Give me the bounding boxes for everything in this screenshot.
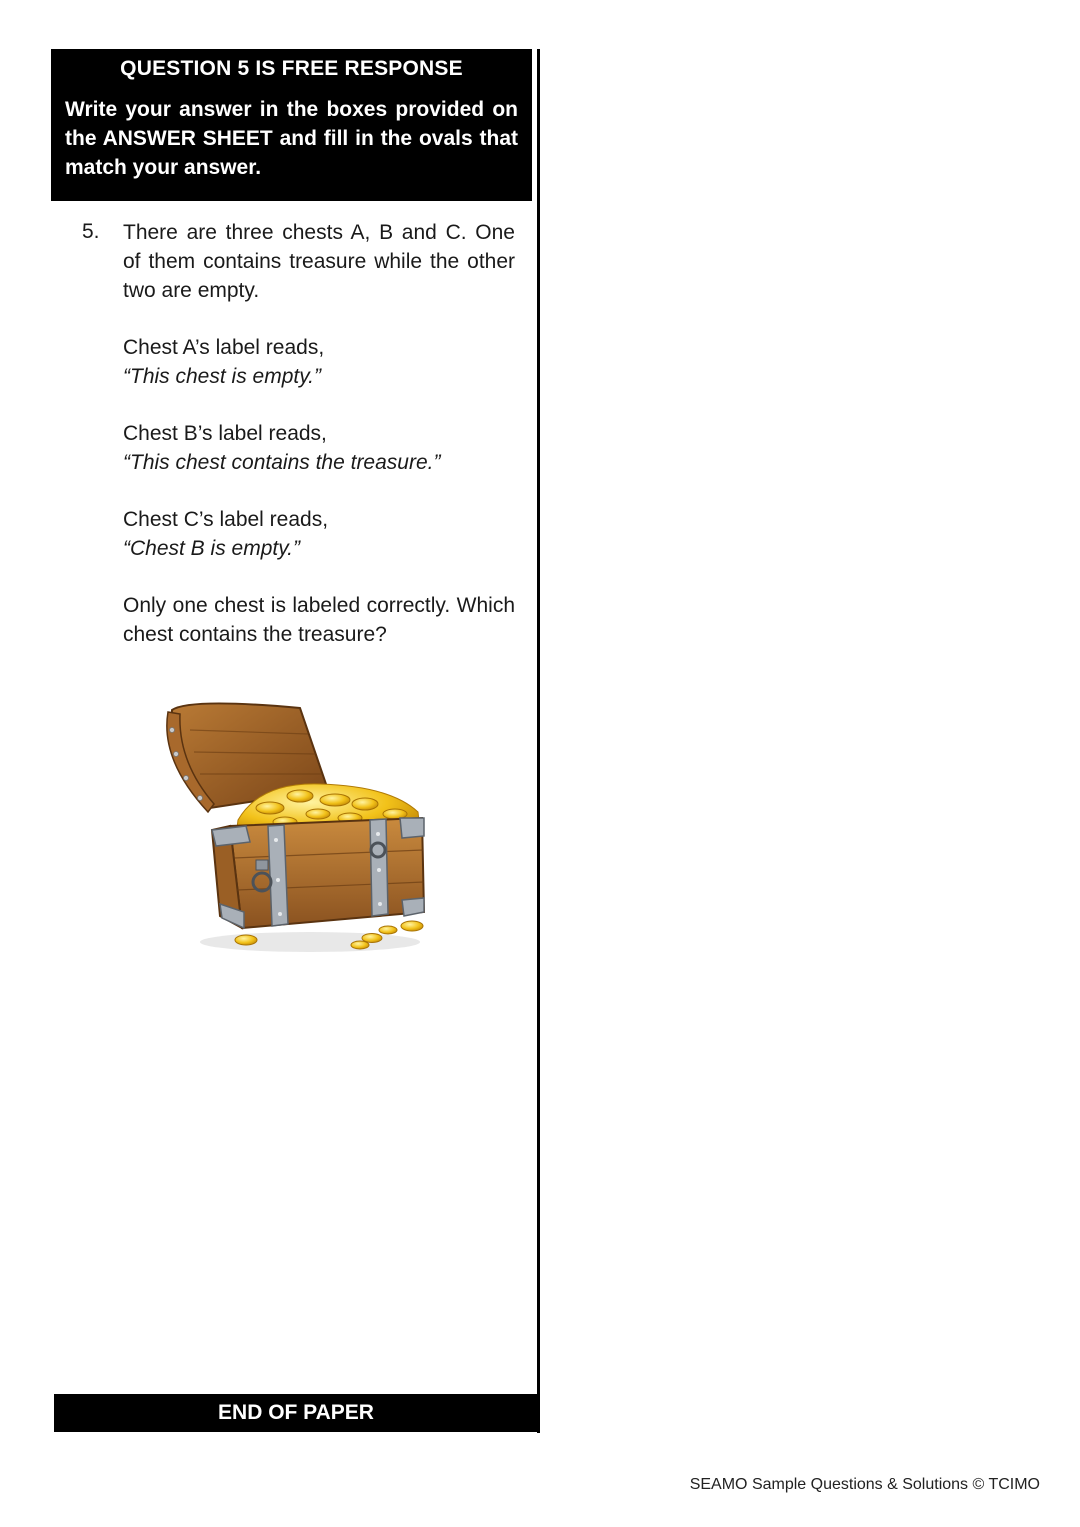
question-prompt: Only one chest is labeled correctly. Which chest contains the treasure? <box>123 594 515 646</box>
section-title: QUESTION 5 IS FREE RESPONSE <box>120 57 463 80</box>
chest-c-label <box>123 505 515 563</box>
chest-b-quote: “This chest contains the treasure.” <box>123 451 441 474</box>
end-of-paper-banner: END OF PAPER <box>54 1394 538 1432</box>
chest-b-lead: Chest B’s label reads, <box>123 422 327 445</box>
chest-a-lead: Chest A’s label reads, <box>123 336 325 359</box>
chest-c-quote: “Chest B is empty.” <box>123 537 300 560</box>
question-number: 5. <box>82 220 100 243</box>
treasure-chest-icon <box>150 690 450 960</box>
instruction-header <box>51 49 532 201</box>
column-divider <box>537 49 540 1433</box>
chest-b-label <box>123 419 515 477</box>
chest-c-lead: Chest C’s label reads, <box>123 508 329 531</box>
chest-a-label <box>123 333 515 391</box>
answer-instruction: Write your answer in the boxes provided on the ANSWER SHEET and fill in the ovals that match your answer. <box>65 98 518 179</box>
chest-a-quote: “This chest is empty.” <box>123 365 321 388</box>
question-body <box>123 218 515 677</box>
page-footer: SEAMO Sample Questions & Solutions © TCIMO <box>689 1476 1040 1493</box>
question-intro: There are three chests A, B and C. One of them contains treasure while the other two are empty. <box>123 221 515 302</box>
